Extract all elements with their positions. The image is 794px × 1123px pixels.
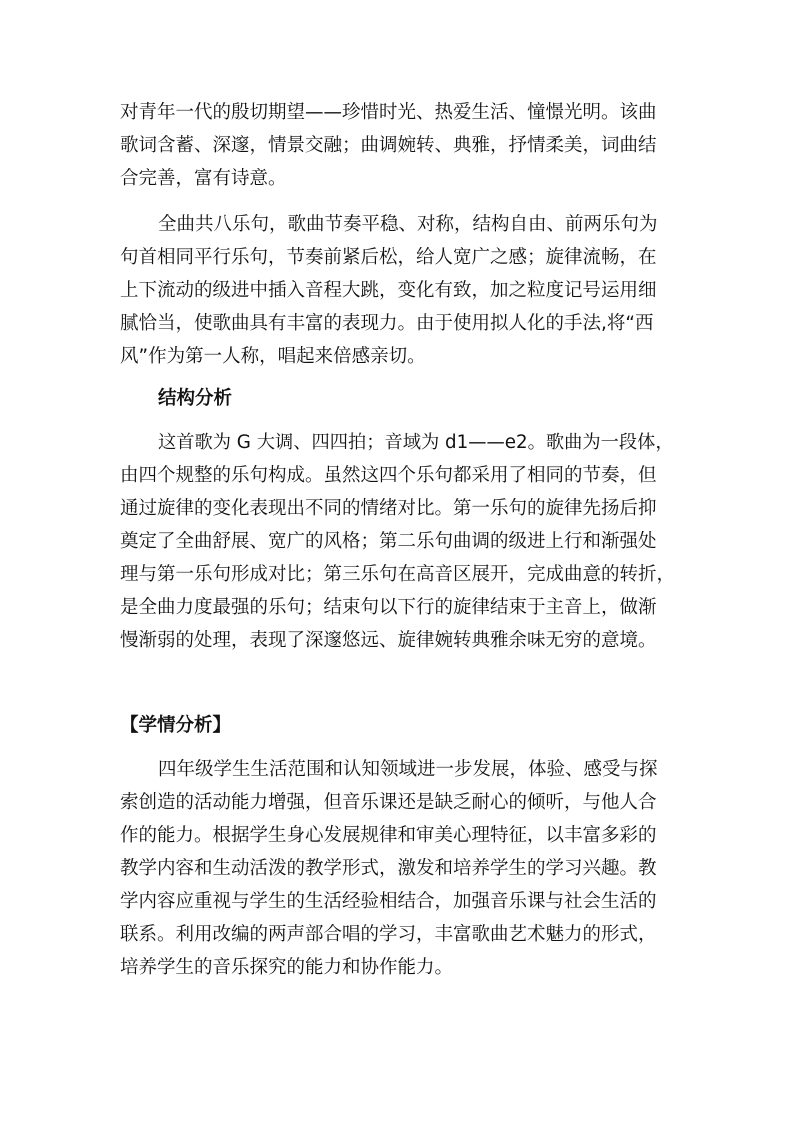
paragraph-3-line: 是全曲力度最强的乐句；结束句以下行的旋律结束于主音上，做渐 [120, 597, 657, 618]
paragraph-3-line: 慢渐弱的处理，表现了深邃悠远、旋律婉转典雅余味无穷的意境。 [120, 630, 657, 651]
section-heading-structure: 结构分析 [158, 388, 233, 409]
paragraph-4-line: 联系。利用改编的两声部合唱的学习，丰富歌曲艺术魅力的形式， [120, 924, 657, 945]
paragraph-2-line: 句首相同平行乐句，节奏前紧后松，给人宽广之感；旋律流畅，在 [120, 247, 657, 268]
paragraph-4-line: 索创造的活动能力增强，但音乐课还是缺乏耐心的倾听，与他人合 [120, 792, 657, 813]
section-heading-learner: 【学情分析】 [120, 715, 232, 736]
paragraph-3-line: 由四个规整的乐句构成。虽然这四个乐句都采用了相同的节奏，但 [120, 465, 657, 486]
paragraph-3-line: 通过旋律的变化表现出不同的情绪对比。第一乐句的旋律先扬后抑 [120, 498, 657, 519]
paragraph-4-line: 学内容应重视与学生的生活经验相结合，加强音乐课与社会生活的 [120, 891, 657, 912]
paragraph-2-line: 全曲共八乐句，歌曲节奏平稳、对称，结构自由、前两乐句为 [158, 214, 658, 235]
paragraph-1-line: 合完善，富有诗意。 [120, 168, 287, 189]
paragraph-2-line: 腻恰当，使歌曲具有丰富的表现力。由于使用拟人化的手法,将“西 [120, 313, 654, 334]
paragraph-1-line: 对青年一代的殷切期望——珍惜时光、热爱生活、憧憬光明。该曲 [120, 102, 657, 123]
paragraph-3-line: 这首歌为 G 大调、四四拍；音域为 d1——e2。歌曲为一段体， [158, 432, 674, 453]
paragraph-4-line: 培养学生的音乐探究的能力和协作能力。 [120, 957, 454, 978]
paragraph-4-line: 作的能力。根据学生身心发展规律和审美心理特征，以丰富多彩的 [120, 825, 657, 846]
paragraph-4-line: 教学内容和生动活泼的教学形式，激发和培养学生的学习兴趣。教 [120, 858, 657, 879]
paragraph-2-line: 上下流动的级进中插入音程大跳，变化有致，加之粒度记号运用细 [120, 280, 657, 301]
paragraph-2-line: 风”作为第一人称，唱起来倍感亲切。 [120, 346, 426, 367]
paragraph-3-line: 理与第一乐句形成对比；第三乐句在高音区展开，完成曲意的转折， [120, 564, 676, 585]
paragraph-4-line: 四年级学生生活范围和认知领域进一步发展，体验、感受与探 [158, 759, 658, 780]
paragraph-3-line: 奠定了全曲舒展、宽广的风格；第二乐句曲调的级进上行和渐强处 [120, 531, 657, 552]
paragraph-1-line: 歌词含蓄、深邃，情景交融；曲调婉转、典雅，抒情柔美，词曲结 [120, 135, 657, 156]
